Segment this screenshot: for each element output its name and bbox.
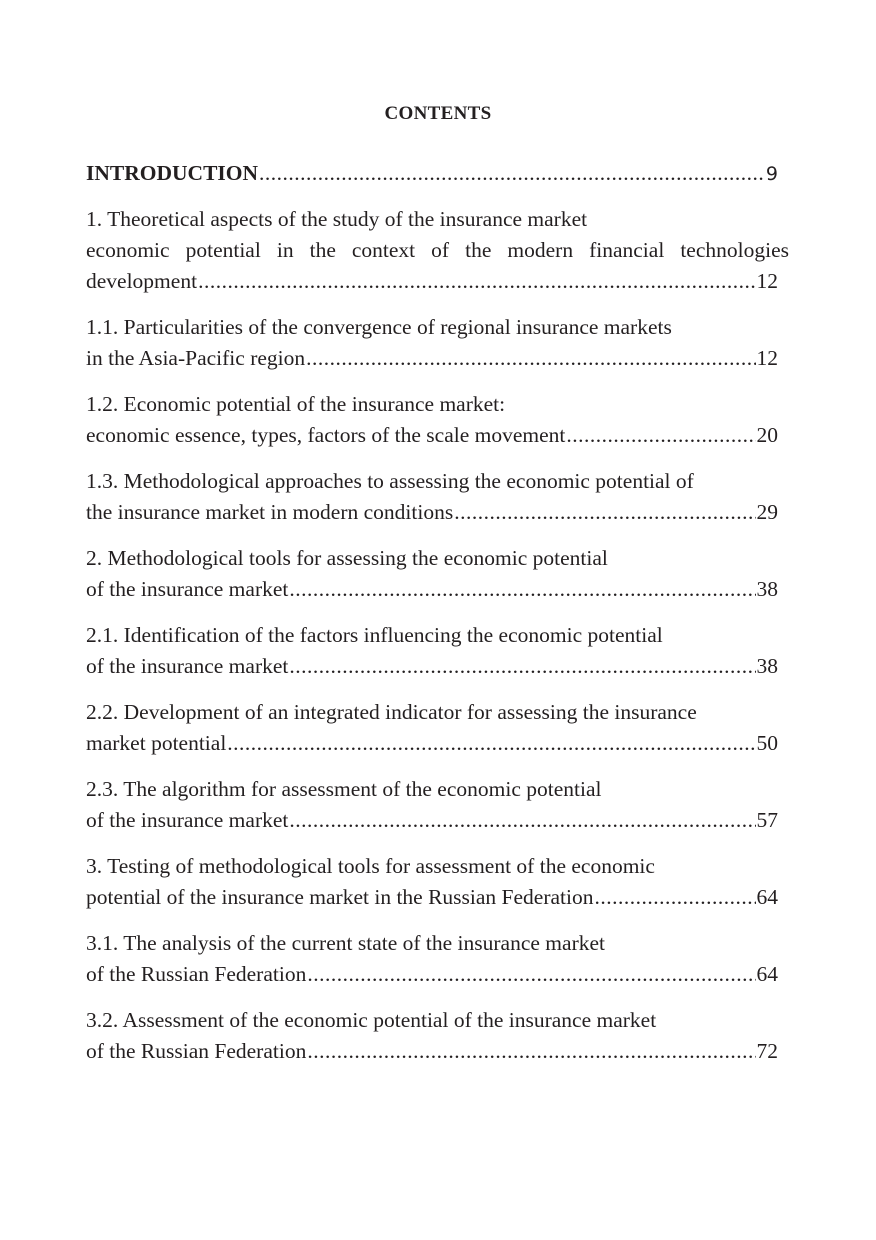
dot-leader <box>306 343 755 374</box>
toc-entry-line: 2.1. Identification of the factors influencing the economic potential <box>86 623 663 647</box>
toc-page-number: 72 <box>756 1039 778 1063</box>
dot-leader <box>198 266 755 297</box>
toc-entry-line: 2.3. The algorithm for assessment of the economic potential <box>86 777 602 801</box>
toc-page-number: 9 <box>765 163 778 185</box>
dot-leader <box>595 882 756 913</box>
toc-page-number: 29 <box>756 500 778 524</box>
toc-page-number: 64 <box>756 962 778 986</box>
toc-entry-last-line <box>86 728 778 759</box>
toc-entry-title: in the Asia-Pacific region <box>86 346 306 370</box>
toc-entry-chapter-3[interactable] <box>86 851 778 913</box>
page-title: CONTENTS <box>384 103 492 124</box>
toc-entry-title: INTRODUCTION <box>86 161 259 185</box>
toc-page-number: 12 <box>756 269 778 293</box>
toc-entry-section-3-1[interactable] <box>86 928 778 990</box>
toc-entry-title: the insurance market in modern conditions <box>86 500 454 524</box>
toc-entry-line: 2. Methodological tools for assessing the economic potential <box>86 546 608 570</box>
toc-entry-title: market potential <box>86 731 227 755</box>
toc-page-number: 64 <box>756 885 778 909</box>
table-of-contents <box>86 158 789 1082</box>
toc-page-number: 57 <box>756 808 778 832</box>
toc-entry-last-line <box>86 805 778 836</box>
toc-entry-line: 2.2. Development of an integrated indicator for assessing the insurance <box>86 700 697 724</box>
toc-entry-line: 1. Theoretical aspects of the study of the insurance market <box>86 207 588 231</box>
toc-entry-section-1-2[interactable] <box>86 389 778 451</box>
dot-leader <box>289 651 755 682</box>
toc-entry-last-line <box>86 158 778 190</box>
toc-entry-title: of the Russian Federation <box>86 1039 307 1063</box>
toc-entry-last-line <box>86 882 778 913</box>
toc-entry-section-1-1[interactable] <box>86 312 778 374</box>
toc-entry-title: of the Russian Federation <box>86 962 307 986</box>
dot-leader <box>289 574 755 605</box>
toc-entry-section-3-2[interactable] <box>86 1005 778 1067</box>
toc-entry-title: of the insurance market <box>86 577 289 601</box>
toc-entry-title: of the insurance market <box>86 654 289 678</box>
toc-entry-section-2-1[interactable] <box>86 620 778 682</box>
toc-entry-line: 3.2. Assessment of the economic potential of the insurance market <box>86 1008 657 1032</box>
dot-leader <box>454 497 755 528</box>
dot-leader <box>259 158 765 189</box>
toc-entry-last-line <box>86 420 778 451</box>
toc-entry-last-line <box>86 1036 778 1067</box>
toc-entry-line: 3. Testing of methodological tools for assessment of the economic <box>86 854 655 878</box>
toc-page-number: 12 <box>756 346 778 370</box>
toc-entry-title: development <box>86 269 198 293</box>
toc-entry-chapter-2[interactable] <box>86 543 778 605</box>
toc-page-number: 38 <box>756 654 778 678</box>
dot-leader <box>307 959 755 990</box>
toc-entry-last-line <box>86 959 778 990</box>
toc-entry-section-1-3[interactable] <box>86 466 778 528</box>
dot-leader <box>566 420 755 451</box>
toc-entry-introduction[interactable] <box>86 158 778 190</box>
toc-entry-last-line <box>86 651 778 682</box>
toc-page-number: 38 <box>756 577 778 601</box>
dot-leader <box>289 805 755 836</box>
toc-page-number: 50 <box>756 731 778 755</box>
toc-entry-section-2-3[interactable] <box>86 774 778 836</box>
toc-entry-last-line <box>86 497 778 528</box>
toc-entry-line: economic potential in the context of the modern financial technologies <box>86 238 789 262</box>
toc-entry-title: of the insurance market <box>86 808 289 832</box>
toc-entry-line: 3.1. The analysis of the current state of the insurance market <box>86 931 606 955</box>
dot-leader <box>227 728 755 759</box>
toc-entry-last-line <box>86 266 778 297</box>
toc-entry-line: 1.1. Particularities of the convergence of regional insurance markets <box>86 315 672 339</box>
toc-entry-title: economic essence, types, factors of the scale movement <box>86 423 566 447</box>
dot-leader <box>307 1036 755 1067</box>
toc-entry-section-2-2[interactable] <box>86 697 778 759</box>
toc-page-number: 20 <box>756 423 778 447</box>
toc-entry-last-line <box>86 343 778 374</box>
toc-entry-line: 1.2. Economic potential of the insurance market: <box>86 392 506 416</box>
toc-entry-line: 1.3. Methodological approaches to assessing the economic potential of <box>86 469 694 493</box>
toc-entry-title: potential of the insurance market in the Russian Federation <box>86 885 594 909</box>
toc-entry-chapter-1[interactable] <box>86 204 789 297</box>
toc-entry-last-line <box>86 574 778 605</box>
